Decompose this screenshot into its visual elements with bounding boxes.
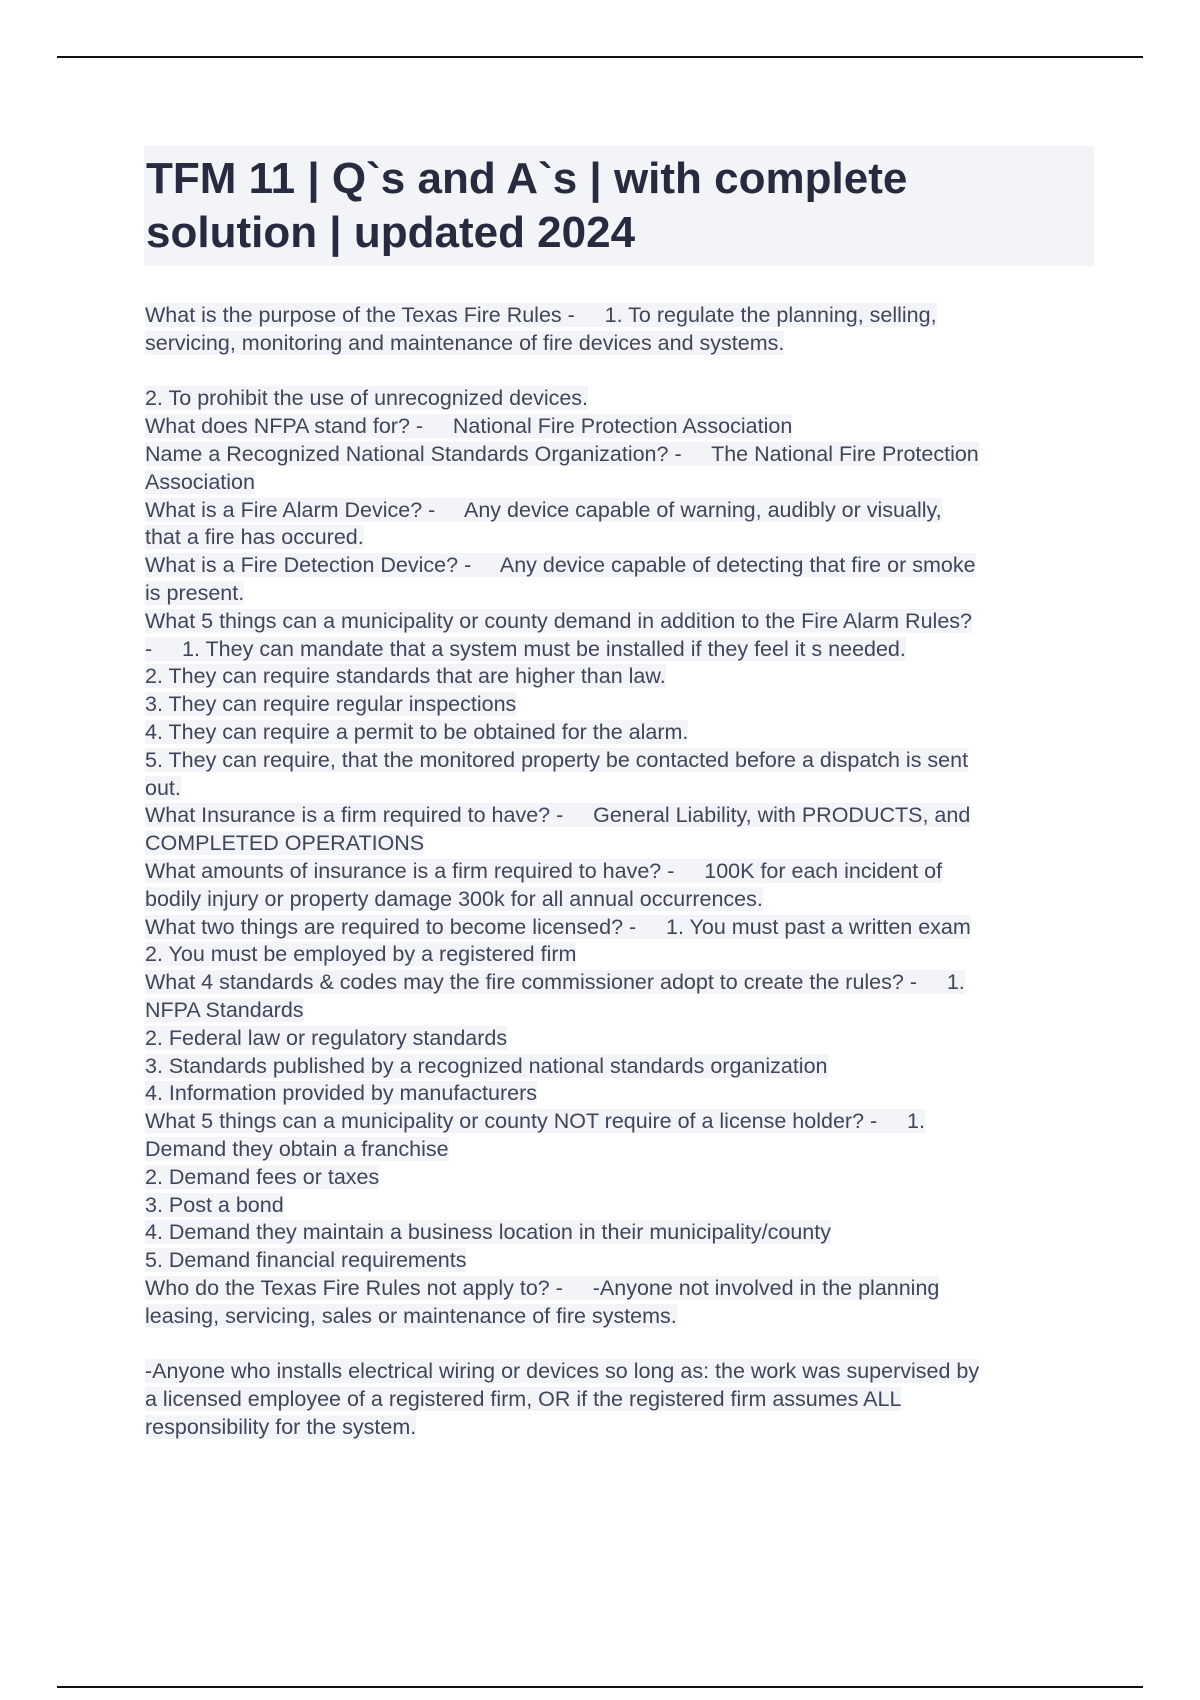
- text-line-content: a licensed employee of a registered firm, OR if the registered firm assumes ALL: [145, 1387, 902, 1412]
- text-line-content: What does NFPA stand for? - National Fire Protection Association: [145, 414, 793, 439]
- text-line: [145, 469, 1093, 497]
- text-line: [145, 1080, 1093, 1108]
- text-line-content: What is a Fire Detection Device? - Any device capable of detecting that fire or smoke: [145, 553, 976, 578]
- text-line-content: NFPA Standards: [145, 997, 304, 1022]
- text-line-content: 3. They can require regular inspections: [145, 692, 517, 717]
- text-line: [145, 886, 1093, 914]
- text-line-content: What 4 standards & codes may the fire commissioner adopt to create the rules? - 1.: [145, 970, 965, 995]
- title-line: solution | updated 2024: [146, 208, 636, 257]
- text-line: [145, 1136, 1093, 1164]
- text-line-content: 5. They can require, that the monitored property be contacted before a dispatch is sent: [145, 747, 969, 772]
- text-line: [145, 747, 1093, 775]
- text-line-content: servicing, monitoring and maintenance of fire devices and systems.: [145, 330, 785, 355]
- text-line: [145, 858, 1093, 886]
- text-line-content: - 1. They can mandate that a system must be installed if they feel it s needed.: [145, 636, 906, 661]
- text-line: [145, 1219, 1093, 1247]
- text-line: [145, 1192, 1093, 1220]
- text-line-content: 4. Information provided by manufacturers: [145, 1081, 537, 1106]
- text-line: [145, 997, 1093, 1025]
- text-line: [145, 969, 1093, 997]
- text-line-content: 3. Post a bond: [145, 1192, 284, 1217]
- text-line: [145, 441, 1093, 469]
- text-line: [145, 914, 1093, 942]
- text-line: [145, 941, 1093, 969]
- text-line-content: 3. Standards published by a recognized national standards organization: [145, 1053, 828, 1078]
- title-line: TFM 11 | Q`s and A`s | with complete: [146, 154, 908, 203]
- paragraph-gap: [145, 358, 1093, 386]
- text-line: [145, 719, 1093, 747]
- text-line: [145, 608, 1093, 636]
- text-line-content: leasing, servicing, sales or maintenance of fire systems.: [145, 1303, 677, 1328]
- text-line: [145, 1358, 1093, 1386]
- text-line: [145, 385, 1093, 413]
- text-line: [145, 524, 1093, 552]
- text-line-content: 2. They can require standards that are higher than law.: [145, 664, 666, 689]
- text-line-content: COMPLETED OPERATIONS: [145, 831, 425, 856]
- text-line-content: 4. They can require a permit to be obtained for the alarm.: [145, 719, 689, 744]
- text-line-content: 2. Demand fees or taxes: [145, 1164, 380, 1189]
- document-title: [146, 152, 1094, 260]
- text-line-content: Who do the Texas Fire Rules not apply to? - -Anyone not involved in the planning: [145, 1275, 940, 1300]
- text-line: [145, 1108, 1093, 1136]
- paragraph-gap: [145, 1330, 1093, 1358]
- text-line-content: What is the purpose of the Texas Fire Rules - 1. To regulate the planning, selling,: [145, 303, 937, 327]
- text-line-content: 5. Demand financial requirements: [145, 1248, 467, 1273]
- text-line: [145, 1247, 1093, 1275]
- text-line-content: is present.: [145, 580, 245, 605]
- text-line-content: 2. To prohibit the use of unrecognized devices.: [145, 386, 589, 411]
- text-line: [145, 1386, 1093, 1414]
- text-line-content: 4. Demand they maintain a business location in their municipality/county: [145, 1220, 831, 1245]
- text-line: [145, 1303, 1093, 1331]
- bottom-rule: [57, 1686, 1143, 1688]
- text-line-content: Name a Recognized National Standards Organization? - The National Fire Protection: [145, 441, 979, 466]
- text-line-content: out.: [145, 775, 181, 800]
- document-body: [145, 302, 1093, 1442]
- text-line: [145, 302, 1093, 330]
- text-line-content: Demand they obtain a franchise: [145, 1136, 449, 1161]
- text-line: [145, 1053, 1093, 1081]
- text-line-content: What is a Fire Alarm Device? - Any device capable of warning, audibly or visually,: [145, 497, 942, 522]
- text-line-content: 2. Federal law or regulatory standards: [145, 1025, 508, 1050]
- text-line-content: What Insurance is a firm required to have? - General Liability, with PRODUCTS, and: [145, 803, 971, 828]
- text-line: [145, 830, 1093, 858]
- text-line: [145, 802, 1093, 830]
- text-line-content: -Anyone who installs electrical wiring or devices so long as: the work was supervised by: [145, 1359, 980, 1384]
- text-line-content: What two things are required to become licensed? - 1. You must past a written exam: [145, 914, 971, 939]
- text-line: [145, 580, 1093, 608]
- text-line: [145, 775, 1093, 803]
- text-line-content: 2. You must be employed by a registered firm: [145, 942, 577, 967]
- text-line: [145, 1414, 1093, 1442]
- text-line-content: What 5 things can a municipality or county demand in addition to the Fire Alarm Rules?: [145, 608, 972, 633]
- text-line: [145, 1025, 1093, 1053]
- text-line-content: responsibility for the system.: [145, 1414, 417, 1439]
- text-line: [145, 1275, 1093, 1303]
- text-line: [145, 1164, 1093, 1192]
- text-line: [145, 636, 1093, 664]
- text-line-content: that a fire has occured.: [145, 525, 364, 550]
- text-line-content: bodily injury or property damage 300k for all annual occurrences.: [145, 886, 763, 911]
- text-line-content: What amounts of insurance is a firm required to have? - 100K for each incident of: [145, 858, 943, 883]
- text-line: [145, 330, 1093, 358]
- text-line: [145, 413, 1093, 441]
- text-line: [145, 497, 1093, 525]
- text-line: [145, 552, 1093, 580]
- title-block: [144, 146, 1094, 266]
- text-line-content: Association: [145, 469, 255, 494]
- text-line: [145, 663, 1093, 691]
- top-rule: [57, 56, 1143, 58]
- text-line-content: What 5 things can a municipality or county NOT require of a license holder? - 1.: [145, 1109, 925, 1134]
- text-line: [145, 691, 1093, 719]
